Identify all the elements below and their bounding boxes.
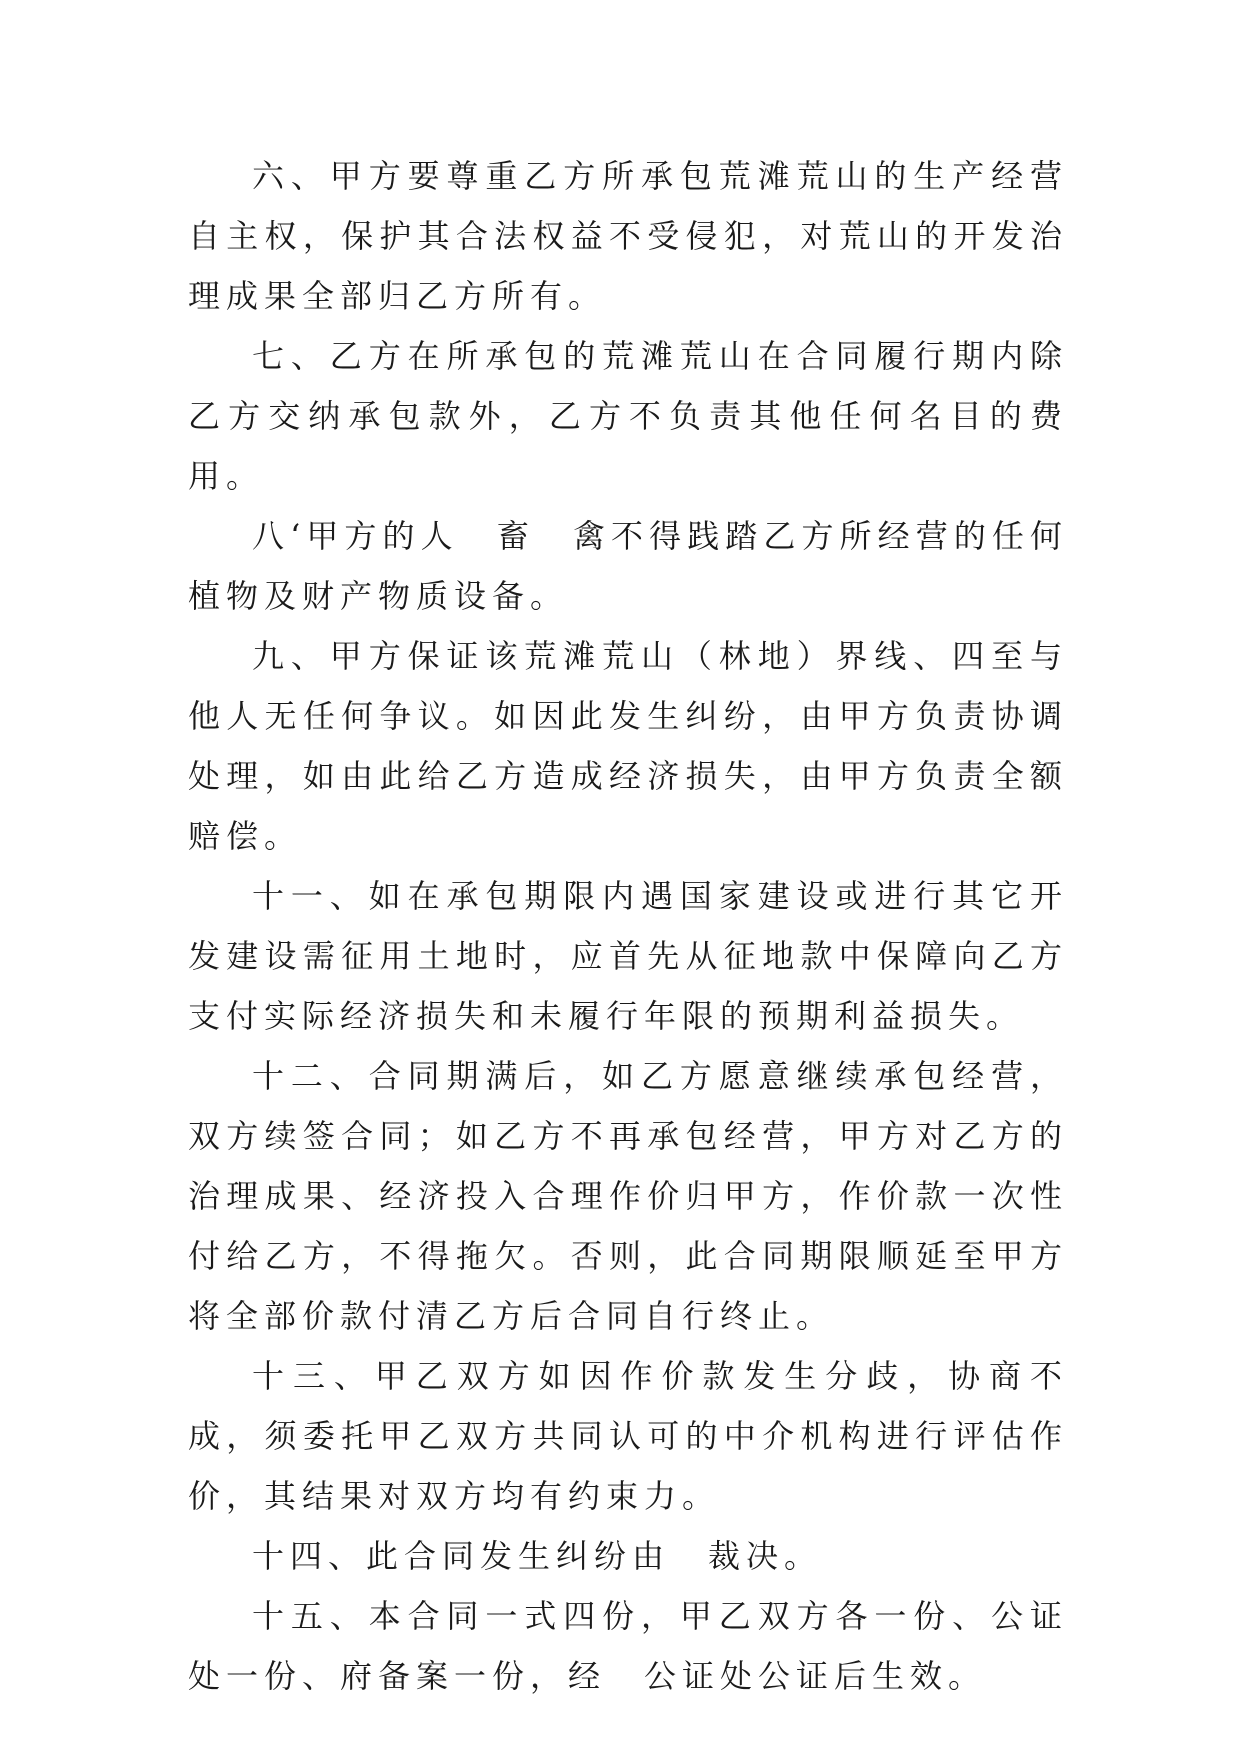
clause-14: 十四、此合同发生纠纷由 裁决。 (252, 1537, 823, 1575)
clause-11: 十一、如在承包期限内遇国家建设或进行其它开发建设需征用土地时，应首先从征地款中保障向乙方支付实际经济损失和未履行年限的预期利益损失。 (188, 877, 1068, 1035)
clause-8: 八‘甲方的人 畜 禽不得践踏乙方所经营的任何植物及财产物质设备。 (188, 517, 1068, 615)
clause-6: 六、甲方要尊重乙方所承包荒滩荒山的生产经营自主权，保护其合法权益不受侵犯，对荒山的开发治理成果全部归乙方所有。 (188, 157, 1068, 315)
clause-13: 十三、甲乙双方如因作价款发生分歧，协商不成，须委托甲乙双方共同认可的中介机构进行评估作价，其结果对双方均有约束力。 (188, 1357, 1068, 1515)
clause-7: 七、乙方在所承包的荒滩荒山在合同履行期内除乙方交纳承包款外，乙方不负责其他任何名目的费用。 (188, 337, 1068, 495)
document-page (188, 146, 1068, 1706)
clause-15: 十五、本合同一式四份，甲乙双方各一份、公证处一份、府备案一份，经 公证处公证后生效。 (188, 1597, 1068, 1695)
clause-12: 十二、合同期满后，如乙方愿意继续承包经营，双方续签合同；如乙方不再承包经营，甲方对乙方的治理成果、经济投入合理作价归甲方，作价款一次性付给乙方，不得拖欠。否则，此合同期限顺延至甲方将全部价款付清乙方后合同自行终止。 (188, 1057, 1068, 1335)
clause-9: 九、甲方保证该荒滩荒山（林地）界线、四至与他人无任何争议。如因此发生纠纷，由甲方负责协调处理，如由此给乙方造成经济损失，由甲方负责全额赔偿。 (188, 637, 1068, 855)
